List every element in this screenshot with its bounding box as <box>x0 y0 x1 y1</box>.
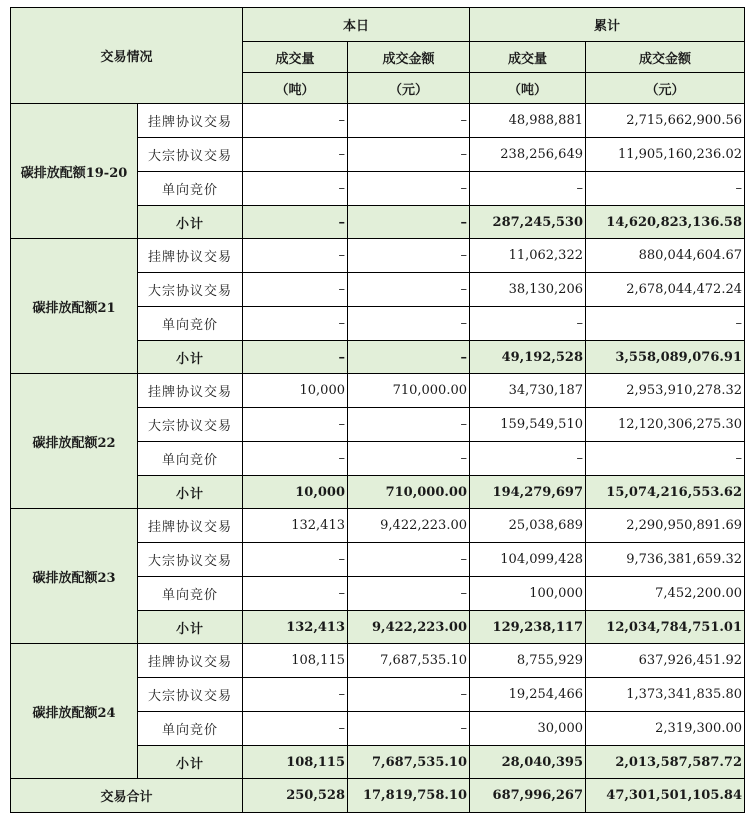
today-amount: – <box>348 408 470 442</box>
today-volume: – <box>243 341 348 374</box>
today-volume: 108,115 <box>243 746 348 779</box>
today-volume: – <box>243 678 348 712</box>
today-volume: 108,115 <box>243 644 348 678</box>
trade-type: 挂牌协议交易 <box>138 239 243 273</box>
today-amount: – <box>348 341 470 374</box>
table-body <box>11 104 745 779</box>
cum-volume: 28,040,395 <box>470 746 586 779</box>
today-amount: – <box>348 104 470 138</box>
cum-amount: 12,034,784,751.01 <box>586 611 745 644</box>
trade-type: 大宗协议交易 <box>138 273 243 307</box>
cum-volume: 129,238,117 <box>470 611 586 644</box>
cum-amount: 2,953,910,278.32 <box>586 374 745 408</box>
cum-volume: 49,192,528 <box>470 341 586 374</box>
today-amount: – <box>348 307 470 341</box>
cum-amount: 11,905,160,236.02 <box>586 138 745 172</box>
today-volume: – <box>243 307 348 341</box>
today-volume: – <box>243 712 348 746</box>
cum-amount: 3,558,089,076.91 <box>586 341 745 374</box>
cum-volume: – <box>470 172 586 206</box>
today-amount: – <box>348 712 470 746</box>
cum-volume: 8,755,929 <box>470 644 586 678</box>
today-volume: 10,000 <box>243 476 348 509</box>
today-amount: – <box>348 172 470 206</box>
cum-volume: 19,254,466 <box>470 678 586 712</box>
today-volume: – <box>243 273 348 307</box>
header-cum-amount-unit: （元） <box>586 73 745 104</box>
trade-type: 大宗协议交易 <box>138 408 243 442</box>
cum-volume: 34,730,187 <box>470 374 586 408</box>
today-volume: – <box>243 138 348 172</box>
cum-amount: – <box>586 442 745 476</box>
today-amount: 710,000.00 <box>348 374 470 408</box>
cum-amount: 7,452,200.00 <box>586 577 745 611</box>
cum-amount: 14,620,823,136.58 <box>586 206 745 239</box>
table-row <box>11 644 745 678</box>
today-volume: 10,000 <box>243 374 348 408</box>
trade-type: 小计 <box>138 611 243 644</box>
trade-type: 挂牌协议交易 <box>138 104 243 138</box>
trade-type: 单向竞价 <box>138 307 243 341</box>
table-row <box>11 374 745 408</box>
header-cum-volume: 成交量 <box>470 42 586 73</box>
trade-type: 小计 <box>138 746 243 779</box>
cum-volume: 238,256,649 <box>470 138 586 172</box>
cum-volume: 48,988,881 <box>470 104 586 138</box>
trade-type: 挂牌协议交易 <box>138 509 243 543</box>
today-amount: – <box>348 206 470 239</box>
total-cum-volume: 687,996,267 <box>470 779 586 813</box>
cum-amount: 2,290,950,891.69 <box>586 509 745 543</box>
cum-amount: 2,319,300.00 <box>586 712 745 746</box>
cum-volume: – <box>470 442 586 476</box>
today-amount: – <box>348 138 470 172</box>
table-row <box>11 239 745 273</box>
group-name: 碳排放配额21 <box>11 239 138 374</box>
group-name: 碳排放配额22 <box>11 374 138 509</box>
cum-volume: 287,245,530 <box>470 206 586 239</box>
cum-volume: 11,062,322 <box>470 239 586 273</box>
today-amount: – <box>348 678 470 712</box>
today-amount: – <box>348 239 470 273</box>
cum-volume: 25,038,689 <box>470 509 586 543</box>
total-today-amount: 17,819,758.10 <box>348 779 470 813</box>
today-volume: – <box>243 577 348 611</box>
cum-amount: 880,044,604.67 <box>586 239 745 273</box>
group-name: 碳排放配额19-20 <box>11 104 138 239</box>
table-row <box>11 104 745 138</box>
total-cum-amount: 47,301,501,105.84 <box>586 779 745 813</box>
cum-volume: – <box>470 307 586 341</box>
cum-amount: – <box>586 172 745 206</box>
header-today-amount-unit: （元） <box>348 73 470 104</box>
header-today-volume-unit: （吨） <box>243 73 348 104</box>
total-today-volume: 250,528 <box>243 779 348 813</box>
total-row <box>11 779 745 813</box>
header-today: 本日 <box>243 8 470 42</box>
cum-amount: 12,120,306,275.30 <box>586 408 745 442</box>
trade-type: 小计 <box>138 476 243 509</box>
header-cum-volume-unit: （吨） <box>470 73 586 104</box>
today-amount: 7,687,535.10 <box>348 746 470 779</box>
cum-amount: 2,013,587,587.72 <box>586 746 745 779</box>
today-amount: – <box>348 543 470 577</box>
trade-type: 小计 <box>138 206 243 239</box>
trade-type: 单向竞价 <box>138 712 243 746</box>
header-today-amount: 成交金额 <box>348 42 470 73</box>
today-volume: – <box>243 239 348 273</box>
cum-amount: 2,678,044,472.24 <box>586 273 745 307</box>
cum-amount: 2,715,662,900.56 <box>586 104 745 138</box>
trade-type: 挂牌协议交易 <box>138 644 243 678</box>
header-today-volume: 成交量 <box>243 42 348 73</box>
table-row <box>11 509 745 543</box>
today-volume: – <box>243 172 348 206</box>
cum-volume: 30,000 <box>470 712 586 746</box>
trade-type: 大宗协议交易 <box>138 138 243 172</box>
today-volume: – <box>243 408 348 442</box>
carbon-trading-table <box>10 7 745 813</box>
header-cum-amount: 成交金额 <box>586 42 745 73</box>
total-label: 交易合计 <box>11 779 243 813</box>
today-volume: – <box>243 206 348 239</box>
trade-type: 大宗协议交易 <box>138 678 243 712</box>
trade-type: 挂牌协议交易 <box>138 374 243 408</box>
trade-type: 小计 <box>138 341 243 374</box>
header-trading-situation: 交易情况 <box>11 8 243 104</box>
group-name: 碳排放配额23 <box>11 509 138 644</box>
cum-amount: 15,074,216,553.62 <box>586 476 745 509</box>
today-amount: 7,687,535.10 <box>348 644 470 678</box>
today-amount: 710,000.00 <box>348 476 470 509</box>
cum-amount: 1,373,341,835.80 <box>586 678 745 712</box>
cum-volume: 100,000 <box>470 577 586 611</box>
trade-type: 大宗协议交易 <box>138 543 243 577</box>
cum-amount: – <box>586 307 745 341</box>
cum-volume: 159,549,510 <box>470 408 586 442</box>
today-volume: – <box>243 543 348 577</box>
today-volume: – <box>243 104 348 138</box>
cum-amount: 9,736,381,659.32 <box>586 543 745 577</box>
today-amount: – <box>348 442 470 476</box>
today-volume: – <box>243 442 348 476</box>
cum-volume: 38,130,206 <box>470 273 586 307</box>
today-amount: 9,422,223.00 <box>348 509 470 543</box>
today-volume: 132,413 <box>243 509 348 543</box>
today-volume: 132,413 <box>243 611 348 644</box>
today-amount: – <box>348 273 470 307</box>
today-amount: 9,422,223.00 <box>348 611 470 644</box>
header-cumulative: 累计 <box>470 8 745 42</box>
cum-volume: 194,279,697 <box>470 476 586 509</box>
group-name: 碳排放配额24 <box>11 644 138 779</box>
trade-type: 单向竞价 <box>138 172 243 206</box>
today-amount: – <box>348 577 470 611</box>
trade-type: 单向竞价 <box>138 577 243 611</box>
cum-amount: 637,926,451.92 <box>586 644 745 678</box>
trade-type: 单向竞价 <box>138 442 243 476</box>
cum-volume: 104,099,428 <box>470 543 586 577</box>
